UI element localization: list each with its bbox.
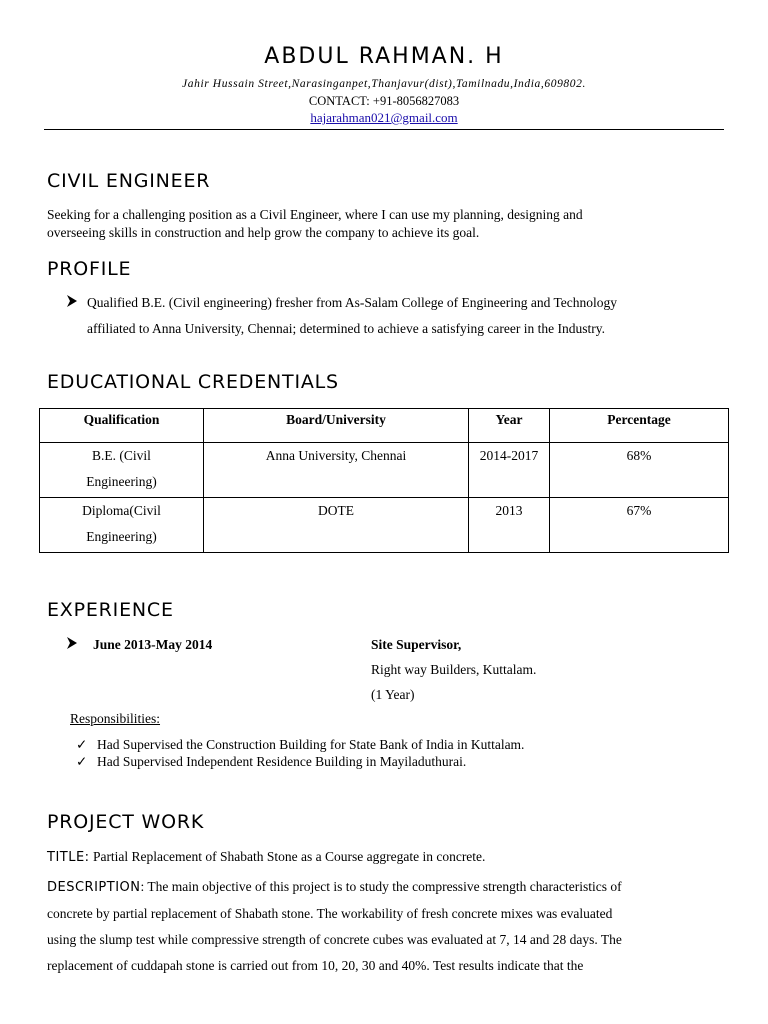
- col-board: Board/University: [204, 409, 469, 443]
- responsibilities-list: [76, 736, 726, 770]
- check-mark-icon: ✓: [76, 754, 88, 769]
- header-divider: [44, 129, 724, 130]
- objective-heading: CIVIL ENGINEER: [47, 170, 211, 192]
- table-header-row: [40, 409, 729, 443]
- table-row: [40, 498, 729, 553]
- experience-company: Right way Builders, Kuttalam.: [371, 662, 537, 677]
- col-qualification: Qualification: [40, 409, 204, 443]
- cell-qualification: Diploma(Civil Engineering): [40, 498, 204, 553]
- cell-percentage: 67%: [550, 498, 729, 553]
- check-mark-icon: ✓: [76, 737, 88, 752]
- experience-heading: EXPERIENCE: [47, 599, 174, 621]
- cell-year: 2013: [469, 498, 550, 553]
- responsibilities-label: Responsibilities:: [70, 711, 161, 726]
- email-link[interactable]: hajarahman021@gmail.com: [310, 110, 458, 125]
- education-table: [39, 408, 729, 553]
- arrowhead-bullet-icon: [67, 632, 81, 658]
- objective-line-2: overseeing skills in construction and help grow the company to achieve its goal.: [47, 225, 480, 240]
- experience-duration: (1 Year): [371, 687, 415, 702]
- profile-heading: PROFILE: [47, 258, 132, 280]
- address: Jahir Hussain Street,Narasinganpet,Thanjavur(dist),Tamilnadu,India,609802.: [182, 78, 586, 90]
- list-item: ✓ Had Supervised the Construction Building for State Bank of India in Kuttalam.: [76, 737, 525, 752]
- cell-board: Anna University, Chennai: [204, 443, 469, 498]
- col-percentage: Percentage: [550, 409, 729, 443]
- contact-phone: CONTACT: +91-8056827083: [308, 94, 460, 108]
- email-line: [0, 110, 768, 126]
- profile-line-1: Qualified B.E. (Civil engineering) fresher from As-Salam College of Engineering and Technology: [87, 295, 618, 310]
- list-item: ✓ Had Supervised Independent Residence Building in Mayiladuthurai.: [76, 754, 467, 769]
- experience-period: June 2013-May 2014: [93, 637, 213, 652]
- candidate-name: ABDUL RAHMAN. H: [264, 44, 504, 69]
- cell-percentage: 68%: [550, 443, 729, 498]
- experience-role: Site Supervisor,: [371, 637, 462, 652]
- project-title: Partial Replacement of Shabath Stone as a Course aggregate in concrete.: [92, 849, 486, 864]
- cell-board: DOTE: [204, 498, 469, 553]
- project-description: DESCRIPTION: The main objective of this project is to study the compressive strength characteristics of concrete by partial replacement of Shabath stone. The workability of fresh concrete mixes was evaluated using the slump test while compressive strength of concrete cubes was evaluated at 7, 14 and 28 days. The replacement of cuddapah stone is carried out from 10, 20, 30 and 40%. Test results indicate that the: [47, 879, 622, 973]
- experience-details: [371, 632, 536, 707]
- table-row: [40, 443, 729, 498]
- cell-qualification: B.E. (Civil Engineering): [40, 443, 204, 498]
- arrowhead-bullet-icon: [67, 290, 81, 316]
- profile-line-2: affiliated to Anna University, Chennai; determined to achieve a satisfying career in the Industry.: [87, 321, 605, 336]
- project-title-label: TITLE:: [47, 850, 90, 865]
- project-title-line: [47, 848, 727, 867]
- project-description-label: DESCRIPTION: [47, 880, 141, 895]
- col-year: Year: [469, 409, 550, 443]
- project-heading: PROJECT WORK: [47, 811, 205, 833]
- objective-line-1: Seeking for a challenging position as a Civil Engineer, where I can use my planning, designing and: [47, 207, 583, 222]
- education-heading: EDUCATIONAL CREDENTIALS: [47, 371, 339, 393]
- cell-year: 2014-2017: [469, 443, 550, 498]
